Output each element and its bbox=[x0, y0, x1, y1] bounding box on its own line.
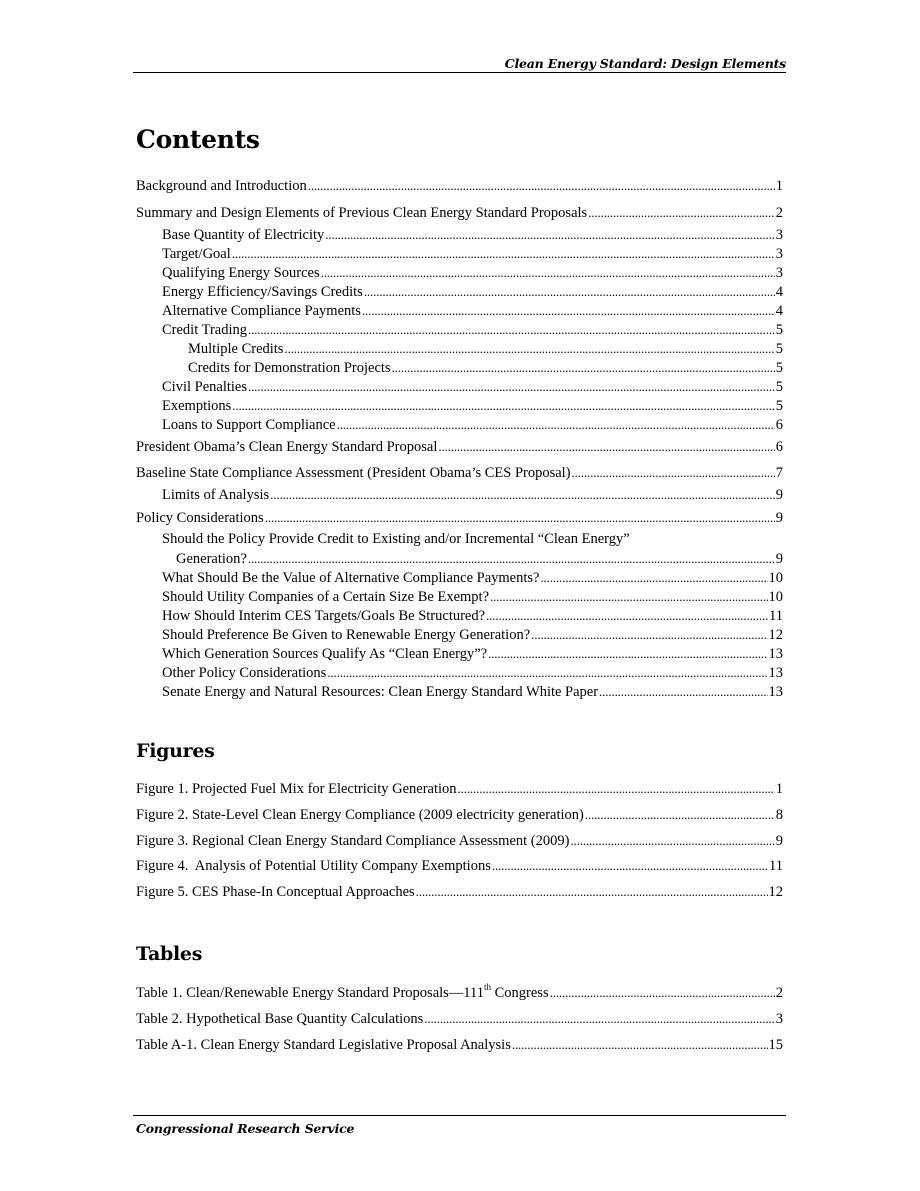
table-entry-page: 2 bbox=[775, 985, 783, 1001]
toc-entry-title: What Should Be the Value of Alternative Compliance Payments? bbox=[162, 570, 540, 586]
dot-leader bbox=[550, 984, 775, 1002]
toc-entry[interactable] bbox=[162, 645, 783, 663]
toc-entry-page: 9 bbox=[775, 510, 783, 526]
toc-entry[interactable] bbox=[162, 397, 783, 415]
toc-entry-title-continued: Generation? bbox=[176, 551, 247, 567]
dot-leader bbox=[321, 264, 775, 282]
dot-leader bbox=[248, 378, 775, 396]
figure-entry-title: Figure 4. Analysis of Potential Utility Company Exemptions bbox=[136, 858, 491, 874]
dot-leader bbox=[512, 1036, 768, 1054]
toc-entry-page: 9 bbox=[775, 551, 783, 567]
toc-entry-title: Limits of Analysis bbox=[162, 487, 270, 503]
dot-leader bbox=[599, 683, 767, 701]
toc-entry[interactable] bbox=[136, 438, 783, 456]
figure-entry-page: 1 bbox=[775, 781, 783, 797]
table-entry-title: Table A-1. Clean Energy Standard Legislative Proposal Analysis bbox=[136, 1037, 511, 1053]
toc-entry-page: 5 bbox=[775, 341, 783, 357]
dot-leader bbox=[392, 359, 775, 377]
toc-entry[interactable] bbox=[162, 245, 783, 263]
toc-entry[interactable] bbox=[162, 264, 783, 282]
footer-rule bbox=[133, 1115, 786, 1116]
toc-entry-title: Should the Policy Provide Credit to Existing and/or Incremental “Clean Energy” bbox=[162, 531, 630, 547]
dot-leader bbox=[232, 397, 774, 415]
table-entry-page: 15 bbox=[768, 1037, 783, 1053]
toc-entry-title: Should Preference Be Given to Renewable Energy Generation? bbox=[162, 627, 531, 643]
dot-leader bbox=[364, 283, 775, 301]
toc-entry-page: 4 bbox=[775, 284, 783, 300]
figure-entry-title: Figure 1. Projected Fuel Mix for Electricity Generation bbox=[136, 781, 457, 797]
toc-entry-page: 13 bbox=[768, 665, 783, 681]
toc-entry-title: Alternative Compliance Payments bbox=[162, 303, 361, 319]
dot-leader bbox=[416, 883, 768, 901]
toc-entry-title: Baseline State Compliance Assessment (President Obama’s CES Proposal) bbox=[136, 465, 571, 481]
toc-entry-page: 1 bbox=[775, 178, 783, 194]
figure-entry-title: Figure 2. State-Level Clean Energy Compliance (2009 electricity generation) bbox=[136, 807, 584, 823]
table-entry-title-main: Table 1. Clean/Renewable Energy Standard Proposals—111 bbox=[136, 985, 484, 1001]
toc-entry-title: Senate Energy and Natural Resources: Clean Energy Standard White Paper bbox=[162, 684, 599, 700]
toc-entry-title: Which Generation Sources Qualify As “Clean Energy”? bbox=[162, 646, 488, 662]
toc-entry-title: President Obama’s Clean Energy Standard Proposal bbox=[136, 439, 438, 455]
table-entry-title: Table 2. Hypothetical Base Quantity Calculations bbox=[136, 1011, 424, 1027]
toc-entry-page: 4 bbox=[775, 303, 783, 319]
table-entry-title bbox=[136, 982, 549, 1002]
toc-entry[interactable] bbox=[162, 302, 783, 320]
figure-entry-title: Figure 5. CES Phase-In Conceptual Approaches bbox=[136, 884, 415, 900]
figure-entry-title: Figure 3. Regional Clean Energy Standard Compliance Assessment (2009) bbox=[136, 833, 570, 849]
toc-entry-title: Credits for Demonstration Projects bbox=[188, 360, 391, 376]
dot-leader bbox=[265, 509, 775, 527]
toc-entry[interactable] bbox=[188, 359, 783, 377]
toc-entry-page: 5 bbox=[775, 398, 783, 414]
toc-entry[interactable] bbox=[162, 416, 783, 434]
toc-entry[interactable] bbox=[162, 626, 783, 644]
toc-entry[interactable] bbox=[162, 664, 783, 682]
toc-entry-page: 5 bbox=[775, 322, 783, 338]
dot-leader bbox=[362, 302, 775, 320]
toc-entry-page: 6 bbox=[775, 439, 783, 455]
figure-entry[interactable] bbox=[136, 857, 783, 875]
toc-entry[interactable] bbox=[162, 226, 783, 244]
table-entry-page: 3 bbox=[775, 1011, 783, 1027]
dot-leader bbox=[488, 645, 767, 663]
dot-leader bbox=[585, 806, 775, 824]
toc-entry[interactable] bbox=[136, 204, 783, 222]
toc-entry[interactable] bbox=[136, 464, 783, 482]
dot-leader bbox=[337, 416, 775, 434]
dot-leader bbox=[270, 486, 775, 504]
toc-entry[interactable] bbox=[162, 486, 783, 504]
toc-entry-page: 7 bbox=[775, 465, 783, 481]
ordinal-suffix: th bbox=[483, 982, 491, 993]
toc-entry-page: 5 bbox=[775, 360, 783, 376]
toc-entry-title: Loans to Support Compliance bbox=[162, 417, 336, 433]
dot-leader bbox=[284, 340, 774, 358]
toc-entry-title: Energy Efficiency/Savings Credits bbox=[162, 284, 363, 300]
toc-entry-title: Summary and Design Elements of Previous Clean Energy Standard Proposals bbox=[136, 205, 588, 221]
toc-entry-title: Qualifying Energy Sources bbox=[162, 265, 320, 281]
toc-entry[interactable] bbox=[162, 683, 783, 701]
dot-leader bbox=[588, 204, 775, 222]
toc-entry-title: Background and Introduction bbox=[136, 178, 307, 194]
figure-entry-page: 11 bbox=[769, 858, 783, 874]
dot-leader bbox=[540, 569, 767, 587]
figure-entry-page: 12 bbox=[768, 884, 783, 900]
toc-entry-page: 3 bbox=[775, 227, 783, 243]
table-entry[interactable] bbox=[136, 984, 783, 1002]
toc-entry[interactable] bbox=[136, 509, 783, 527]
toc-entry-title: Other Policy Considerations bbox=[162, 665, 327, 681]
dot-leader bbox=[248, 321, 775, 339]
toc-entry[interactable] bbox=[162, 321, 783, 339]
toc-entry-page: 13 bbox=[768, 646, 783, 662]
running-footer: Congressional Research Service bbox=[136, 1121, 355, 1136]
dot-leader bbox=[486, 607, 768, 625]
tables-heading: Tables bbox=[136, 943, 203, 965]
toc-entry-title: Policy Considerations bbox=[136, 510, 264, 526]
table-entry-title-rest: Congress bbox=[491, 985, 549, 1001]
toc-entry-title: Target/Goal bbox=[162, 246, 231, 262]
dot-leader bbox=[327, 664, 767, 682]
toc-entry-title: Should Utility Companies of a Certain Size Be Exempt? bbox=[162, 589, 490, 605]
dot-leader bbox=[492, 857, 768, 875]
figure-entry[interactable] bbox=[136, 806, 783, 824]
toc-entry-title: Exemptions bbox=[162, 398, 232, 414]
figure-entry-page: 9 bbox=[775, 833, 783, 849]
toc-entry-page: 5 bbox=[775, 379, 783, 395]
contents-heading: Contents bbox=[136, 125, 260, 154]
dot-leader bbox=[308, 177, 775, 195]
toc-entry-title: Credit Trading bbox=[162, 322, 247, 338]
table-entry[interactable] bbox=[136, 1036, 783, 1054]
figure-entry-page: 8 bbox=[775, 807, 783, 823]
toc-entry-page: 6 bbox=[775, 417, 783, 433]
running-header: Clean Energy Standard: Design Elements bbox=[504, 56, 786, 71]
dot-leader bbox=[438, 438, 774, 456]
dot-leader bbox=[490, 588, 767, 606]
dot-leader bbox=[531, 626, 767, 644]
header-rule bbox=[133, 72, 786, 73]
figure-entry[interactable] bbox=[136, 832, 783, 850]
dot-leader bbox=[570, 832, 774, 850]
table-entry[interactable] bbox=[136, 1010, 783, 1028]
dot-leader bbox=[248, 549, 775, 569]
toc-entry[interactable] bbox=[162, 569, 783, 587]
toc-entry[interactable] bbox=[162, 530, 783, 569]
dot-leader bbox=[325, 226, 774, 244]
toc-entry-page: 2 bbox=[775, 205, 783, 221]
toc-entry-title: Multiple Credits bbox=[188, 341, 284, 357]
toc-entry-page: 11 bbox=[769, 608, 783, 624]
toc-entry[interactable] bbox=[162, 607, 783, 625]
toc-entry-title: Civil Penalties bbox=[162, 379, 247, 395]
toc-entry[interactable] bbox=[162, 283, 783, 301]
toc-entry[interactable] bbox=[136, 177, 783, 195]
toc-entry-page: 12 bbox=[768, 627, 783, 643]
dot-leader bbox=[424, 1010, 774, 1028]
toc-entry-page: 3 bbox=[775, 265, 783, 281]
toc-entry[interactable] bbox=[188, 340, 783, 358]
figure-entry[interactable] bbox=[136, 780, 783, 798]
dot-leader bbox=[232, 245, 775, 263]
figures-heading: Figures bbox=[136, 740, 215, 762]
toc-entry-page: 13 bbox=[768, 684, 783, 700]
toc-entry[interactable] bbox=[162, 378, 783, 396]
toc-entry-title: How Should Interim CES Targets/Goals Be Structured? bbox=[162, 608, 486, 624]
dot-leader bbox=[572, 464, 775, 482]
toc-entry[interactable] bbox=[162, 588, 783, 606]
figure-entry[interactable] bbox=[136, 883, 783, 901]
toc-entry-title: Base Quantity of Electricity bbox=[162, 227, 325, 243]
dot-leader bbox=[458, 780, 775, 798]
toc-entry-page: 3 bbox=[775, 246, 783, 262]
toc-entry-page: 9 bbox=[775, 487, 783, 503]
toc-entry-page: 10 bbox=[768, 570, 783, 586]
toc-entry-page: 10 bbox=[768, 589, 783, 605]
